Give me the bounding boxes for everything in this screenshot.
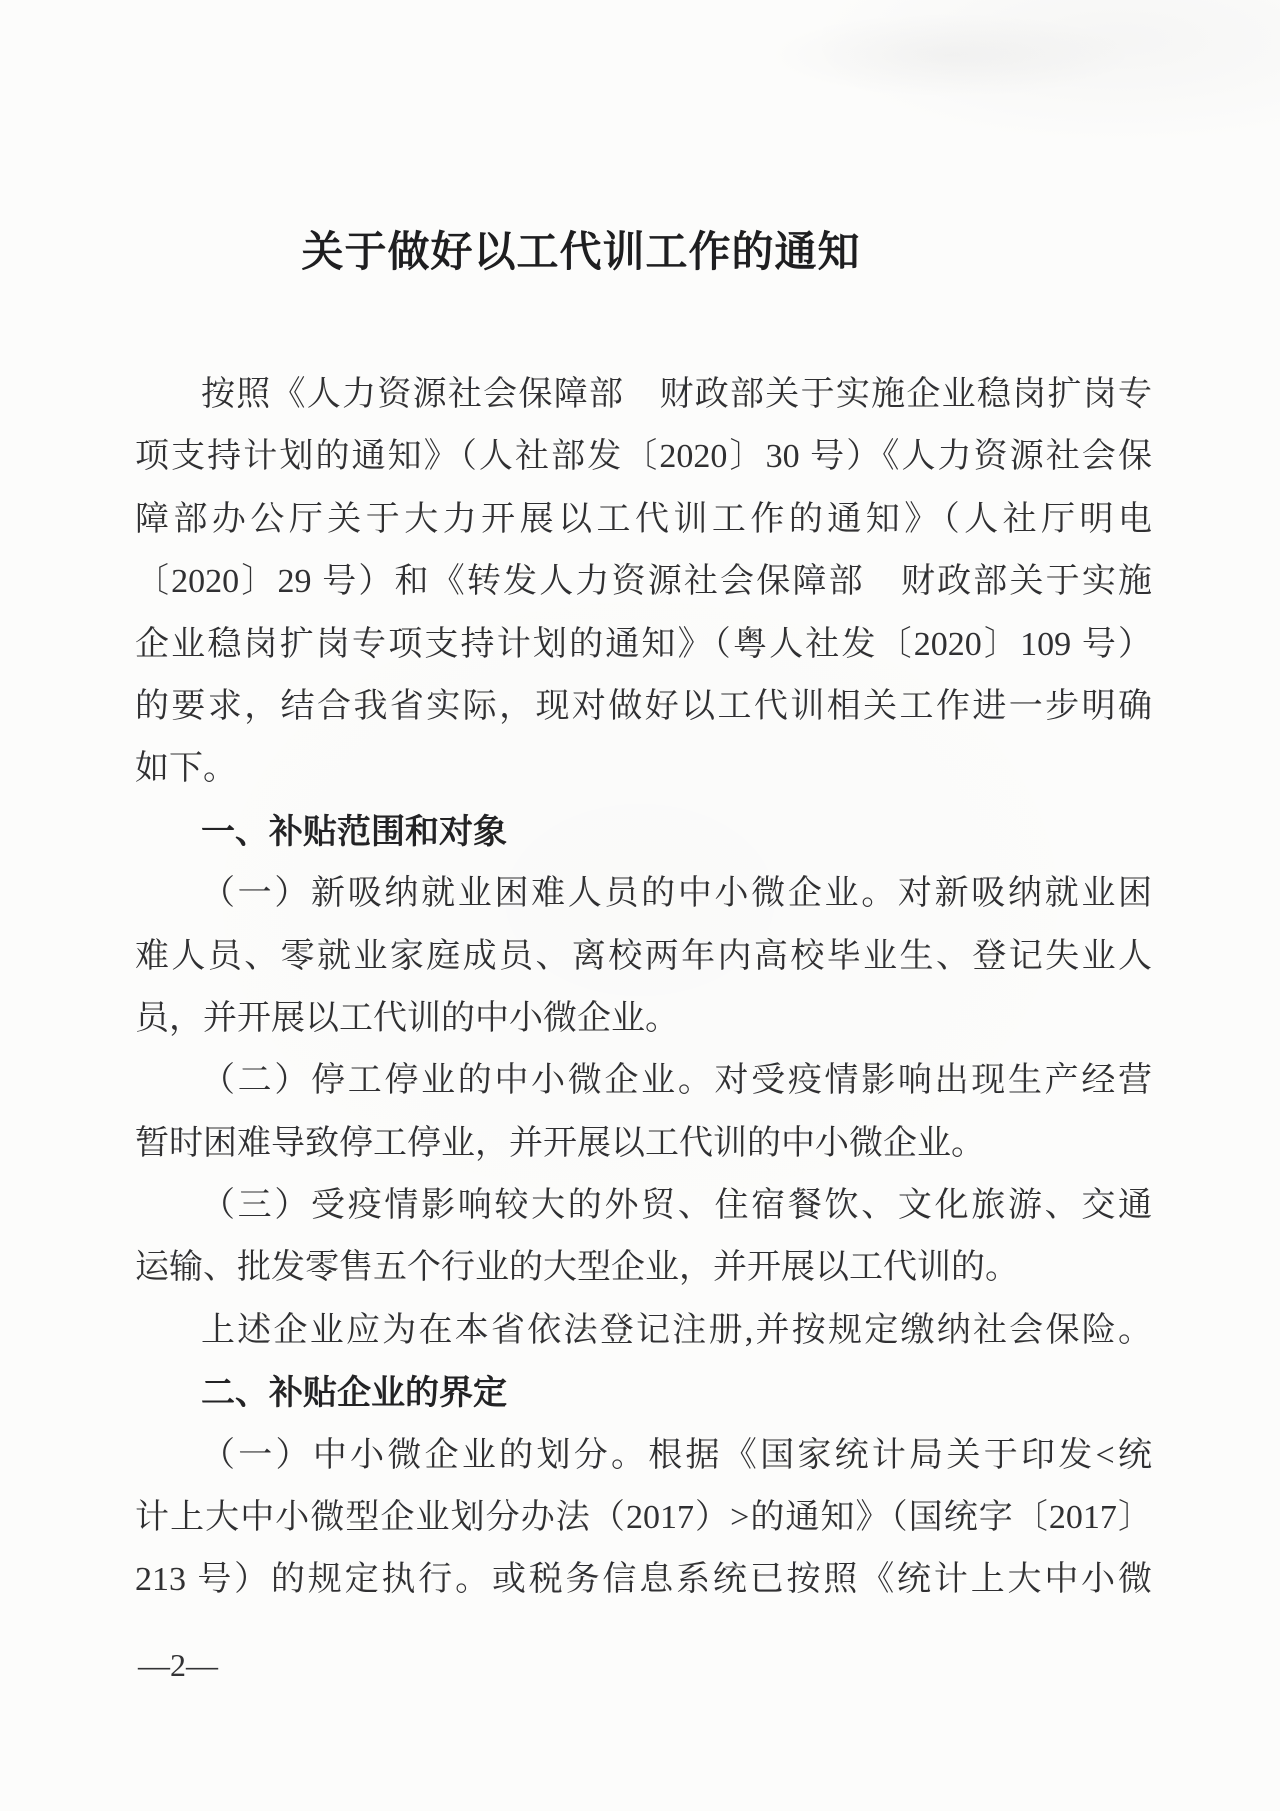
body-line: 员，并开展以工代训的中小微企业。	[135, 999, 679, 1037]
body-line: 如下。	[135, 750, 237, 788]
section-heading-1: 一、补贴范围和对象	[201, 812, 507, 851]
body-line: 按照《人力资源社会保障部 财政部关于实施企业稳岗扩岗专	[201, 376, 1152, 413]
body-line: 上述企业应为在本省依法登记注册,并按规定缴纳社会保险。	[201, 1311, 1152, 1349]
body-line: 暂时困难导致停工停业，并开展以工代训的中小微企业。	[135, 1124, 985, 1162]
body-line: （一）新吸纳就业困难人员的中小微企业。对新吸纳就业困	[201, 875, 1152, 913]
body-line: （三）受疫情影响较大的外贸、住宿餐饮、文化旅游、交通	[201, 1187, 1152, 1225]
document-title: 关于做好以工代训工作的通知	[301, 230, 861, 276]
body-line: 计上大中小微型企业划分办法（2017）>的通知》（国统字〔2017〕	[135, 1499, 1152, 1537]
body-line: （二）停工停业的中小微企业。对受疫情影响出现生产经营	[201, 1062, 1152, 1100]
document-body	[135, 364, 1152, 1612]
page-number: —2—	[138, 1647, 218, 1683]
body-line: 项支持计划的通知》（人社部发〔2020〕30 号）《人力资源社会保	[135, 438, 1152, 476]
body-line: 障部办公厅关于大力开展以工代训工作的通知》（人社厅明电	[135, 500, 1152, 538]
body-line: （一）中小微企业的划分。根据《国家统计局关于印发<统	[201, 1436, 1152, 1474]
body-line: 运输、批发零售五个行业的大型企业，并开展以工代训的。	[135, 1249, 1019, 1287]
body-line: 的要求，结合我省实际，现对做好以工代训相关工作进一步明确	[135, 687, 1152, 725]
body-line: 难人员、零就业家庭成员、离校两年内高校毕业生、登记失业人	[135, 937, 1152, 975]
body-line: 〔2020〕29 号）和《转发人力资源社会保障部 财政部关于实施	[135, 563, 1152, 601]
body-line: 213 号）的规定执行。或税务信息系统已按照《统计上大中小微	[135, 1561, 1152, 1599]
body-line: 企业稳岗扩岗专项支持计划的通知》（粤人社发〔2020〕109 号）	[135, 625, 1152, 663]
section-heading-2: 二、补贴企业的界定	[201, 1374, 507, 1413]
